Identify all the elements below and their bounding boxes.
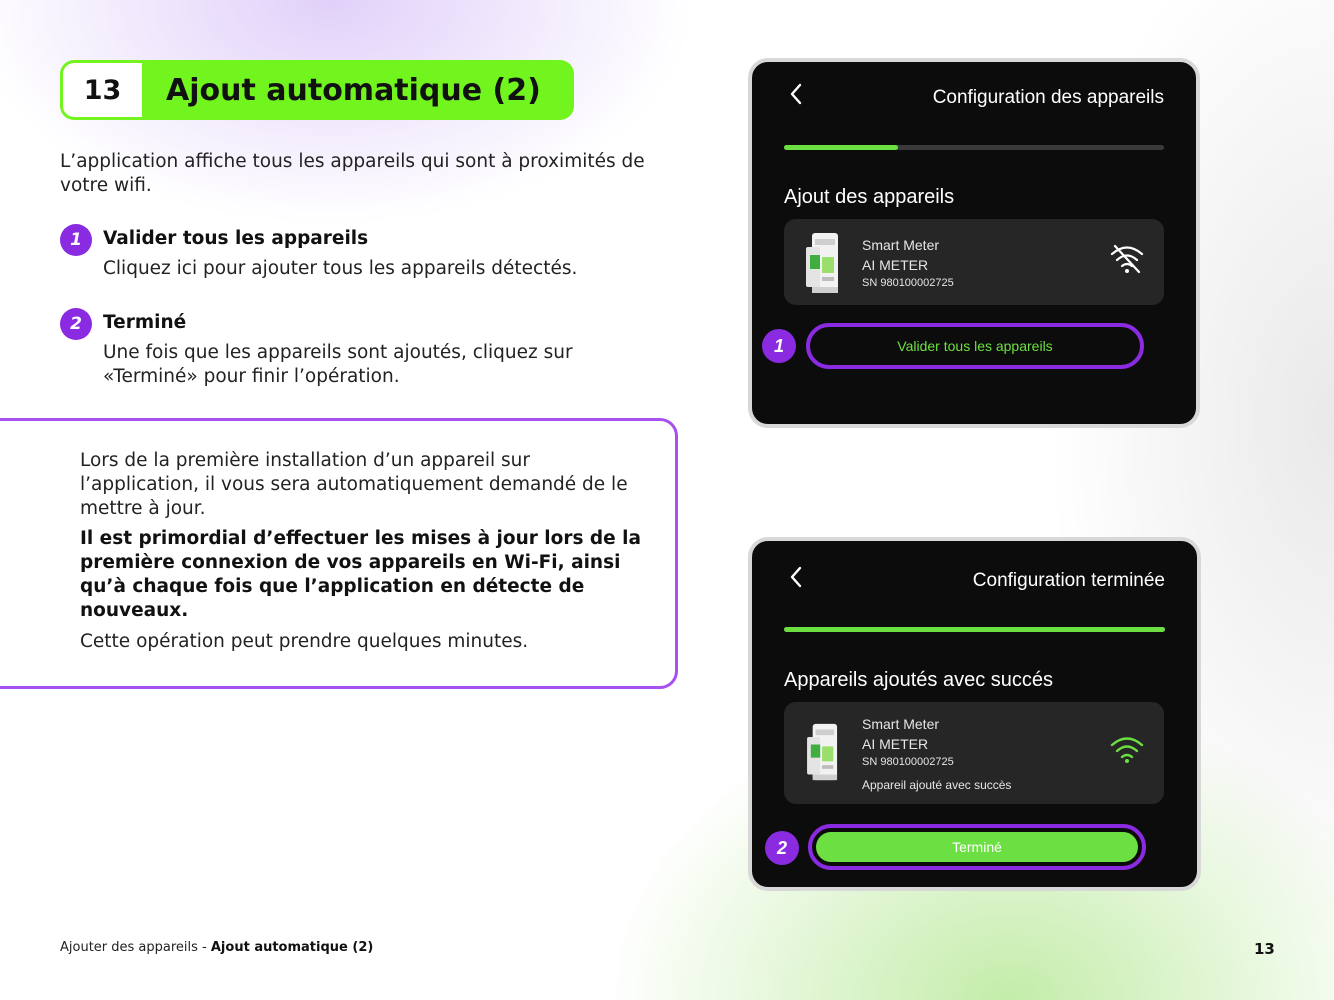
section-title: Ajout des appareils [784, 186, 955, 208]
section-number: 13 [63, 63, 142, 117]
device-serial: SN 980100002725 [862, 756, 954, 768]
back-arrow-icon[interactable] [788, 82, 804, 111]
note-paragraph: Lors de la première installation d’un appareil sur l’application, il vous sera automatiquement demandé de le mettre à jour. [80, 450, 628, 519]
step-description: Cliquez ici pour ajouter tous les appareils détectés. [103, 258, 578, 279]
callout-badge: 1 [762, 329, 796, 363]
footer-section: Ajouter des appareils - [60, 940, 211, 955]
footer-breadcrumb [60, 940, 373, 955]
intro-text: L’application affiche tous les appareils qui sont à proximités de votre wifi. [60, 151, 645, 196]
device-model: AI METER [862, 257, 929, 273]
device-name: Smart Meter [862, 237, 940, 253]
page-number: 13 [1254, 940, 1275, 958]
page-title: Ajout automatique (2) [166, 72, 541, 108]
section-title: Appareils ajoutés avec succés [784, 669, 1054, 691]
progress-fill [784, 145, 898, 150]
done-highlight [808, 824, 1146, 870]
device-status: Appareil ajouté avec succès [862, 778, 1012, 792]
device-card[interactable] [784, 219, 1164, 305]
device-serial: SN 980100002725 [862, 277, 954, 289]
progress-fill [784, 627, 1165, 632]
screen-configuration-complete [748, 537, 1201, 891]
screen-title: Configuration des appareils [932, 87, 1164, 108]
step-title: Valider tous les appareils [103, 228, 369, 249]
device-model: AI METER [862, 736, 929, 752]
screen-device-configuration [748, 58, 1200, 428]
validate-all-highlight [806, 323, 1144, 369]
screen-title: Configuration terminée [972, 570, 1165, 591]
step-badge: 2 [60, 308, 92, 340]
device-card[interactable] [784, 702, 1164, 804]
note-paragraph: Cette opération peut prendre quelques minutes. [80, 631, 529, 652]
footer-page-title: Ajout automatique (2) [210, 940, 374, 955]
progress-bar [784, 627, 1165, 632]
done-button[interactable]: Terminé [816, 832, 1138, 862]
wifi-icon [1110, 734, 1144, 769]
smart-meter-image [800, 231, 846, 300]
back-arrow-icon[interactable] [788, 565, 804, 594]
callout-badge: 2 [765, 831, 799, 865]
wifi-off-icon [1110, 243, 1144, 280]
step-badge: 1 [60, 224, 92, 256]
validate-all-button[interactable]: Valider tous les appareils [814, 331, 1136, 361]
step-title: Terminé [103, 312, 187, 333]
progress-bar [784, 145, 1164, 150]
note-important: Il est primordial d’effectuer les mises à jour lors de la première connexion de vos appareils en Wi-Fi, ainsi qu’à chaque fois que l’application en détecte de nouveaux. [80, 528, 641, 621]
update-note-box [0, 418, 678, 689]
section-header [60, 60, 574, 120]
smart-meter-image [800, 722, 846, 787]
step-description: Une fois que les appareils sont ajoutés, cliquez sur «Terminé» pour finir l’opération. [103, 342, 573, 387]
device-name: Smart Meter [862, 716, 940, 732]
